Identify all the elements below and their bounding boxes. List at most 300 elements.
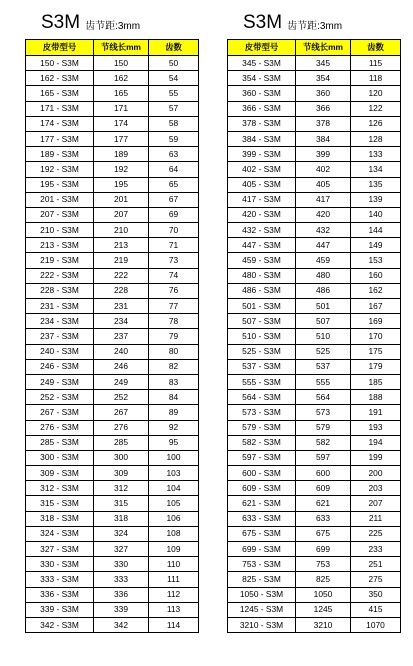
table-row [26,374,199,389]
cell-pitch-length: 1245 [296,602,351,617]
cell-pitch-length: 384 [296,131,351,146]
cell-belt-model: 753 - S3M [228,557,296,572]
cell-belt-model: 555 - S3M [228,374,296,389]
cell-pitch-length: 150 [94,56,149,71]
cell-teeth-count: 89 [149,405,199,420]
cell-pitch-length: 189 [94,147,149,162]
table-row [26,101,199,116]
cell-belt-model: 621 - S3M [228,496,296,511]
cell-belt-model: 507 - S3M [228,314,296,329]
cell-belt-model: 171 - S3M [26,101,94,116]
cell-pitch-length: 600 [296,466,351,481]
cell-belt-model: 354 - S3M [228,71,296,86]
cell-pitch-length: 501 [296,299,351,314]
cell-teeth-count: 113 [149,602,199,617]
cell-teeth-count: 82 [149,359,199,374]
cell-pitch-length: 330 [94,557,149,572]
cell-belt-model: 537 - S3M [228,359,296,374]
cell-pitch-length: 309 [94,466,149,481]
cell-belt-model: 360 - S3M [228,86,296,101]
cell-pitch-length: 339 [94,602,149,617]
cell-pitch-length: 399 [296,147,351,162]
cell-belt-model: 162 - S3M [26,71,94,86]
cell-teeth-count: 203 [351,481,401,496]
table-row [228,56,401,71]
cell-pitch-length: 234 [94,314,149,329]
table-row [228,253,401,268]
cell-belt-model: 1050 - S3M [228,587,296,602]
cell-pitch-length: 825 [296,572,351,587]
cell-teeth-count: 167 [351,299,401,314]
cell-teeth-count: 115 [351,56,401,71]
cell-teeth-count: 65 [149,177,199,192]
cell-teeth-count: 207 [351,496,401,511]
cell-pitch-length: 174 [94,116,149,131]
cell-teeth-count: 103 [149,466,199,481]
cell-belt-model: 300 - S3M [26,450,94,465]
table-row [228,344,401,359]
cell-belt-model: 219 - S3M [26,253,94,268]
cell-teeth-count: 59 [149,131,199,146]
cell-teeth-count: 111 [149,572,199,587]
cell-belt-model: 600 - S3M [228,466,296,481]
cell-belt-model: 330 - S3M [26,557,94,572]
cell-teeth-count: 126 [351,116,401,131]
table-row [228,223,401,238]
table-row [26,162,199,177]
cell-pitch-length: 609 [296,481,351,496]
cell-belt-model: 3210 - S3M [228,617,296,632]
cell-teeth-count: 140 [351,207,401,222]
cell-pitch-length: 195 [94,177,149,192]
table-row [26,526,199,541]
cell-belt-model: 480 - S3M [228,268,296,283]
cell-teeth-count: 175 [351,344,401,359]
cell-belt-model: 231 - S3M [26,299,94,314]
cell-pitch-length: 276 [94,420,149,435]
cell-teeth-count: 275 [351,572,401,587]
cell-belt-model: 312 - S3M [26,481,94,496]
cell-teeth-count: 78 [149,314,199,329]
cell-belt-model: 267 - S3M [26,405,94,420]
cell-belt-model: 276 - S3M [26,420,94,435]
table-row [228,359,401,374]
cell-pitch-length: 354 [296,71,351,86]
table-row [26,572,199,587]
cell-pitch-length: 345 [296,56,351,71]
cell-pitch-length: 597 [296,450,351,465]
cell-belt-model: 564 - S3M [228,390,296,405]
header-teeth-count: 齿数 [149,40,199,56]
cell-teeth-count: 233 [351,542,401,557]
cell-teeth-count: 200 [351,466,401,481]
cell-teeth-count: 160 [351,268,401,283]
cell-teeth-count: 114 [149,617,199,632]
cell-teeth-count: 122 [351,101,401,116]
table-row [26,116,199,131]
cell-belt-model: 510 - S3M [228,329,296,344]
cell-teeth-count: 169 [351,314,401,329]
cell-belt-model: 597 - S3M [228,450,296,465]
cell-pitch-length: 213 [94,238,149,253]
cell-pitch-length: 219 [94,253,149,268]
cell-teeth-count: 71 [149,238,199,253]
table-row [26,299,199,314]
table-row [228,314,401,329]
cell-belt-model: 459 - S3M [228,253,296,268]
cell-belt-model: 150 - S3M [26,56,94,71]
table-row [228,116,401,131]
cell-pitch-length: 300 [94,450,149,465]
cell-belt-model: 195 - S3M [26,177,94,192]
table-row [228,283,401,298]
table-row [26,177,199,192]
cell-pitch-length: 447 [296,238,351,253]
table-row [26,283,199,298]
cell-pitch-length: 420 [296,207,351,222]
cell-teeth-count: 63 [149,147,199,162]
cell-teeth-count: 144 [351,223,401,238]
cell-teeth-count: 110 [149,557,199,572]
cell-teeth-count: 118 [351,71,401,86]
cell-teeth-count: 73 [149,253,199,268]
cell-belt-model: 378 - S3M [228,116,296,131]
cell-teeth-count: 109 [149,542,199,557]
cell-teeth-count: 162 [351,283,401,298]
cell-teeth-count: 193 [351,420,401,435]
cell-teeth-count: 1070 [351,617,401,632]
left-subtitle-text: 齿节距:3mm [85,21,141,32]
cell-belt-model: 165 - S3M [26,86,94,101]
table-row [26,496,199,511]
cell-belt-model: 447 - S3M [228,238,296,253]
table-row [26,131,199,146]
cell-teeth-count: 120 [351,86,401,101]
cell-belt-model: 333 - S3M [26,572,94,587]
cell-belt-model: 420 - S3M [228,207,296,222]
cell-belt-model: 573 - S3M [228,405,296,420]
header-pitch-length: 节线长mm [296,40,351,56]
cell-teeth-count: 112 [149,587,199,602]
header-pitch-length: 节线长mm [94,40,149,56]
cell-teeth-count: 76 [149,283,199,298]
cell-belt-model: 384 - S3M [228,131,296,146]
cell-pitch-length: 573 [296,405,351,420]
table-row [228,496,401,511]
left-title [25,6,198,32]
cell-teeth-count: 128 [351,131,401,146]
right-belt-table [227,39,401,633]
cell-pitch-length: 249 [94,374,149,389]
cell-teeth-count: 170 [351,329,401,344]
cell-teeth-count: 83 [149,374,199,389]
cell-pitch-length: 633 [296,511,351,526]
cell-belt-model: 207 - S3M [26,207,94,222]
cell-belt-model: 336 - S3M [26,587,94,602]
table-row [26,481,199,496]
cell-belt-model: 1245 - S3M [228,602,296,617]
table-row [228,162,401,177]
cell-pitch-length: 246 [94,359,149,374]
cell-pitch-length: 417 [296,192,351,207]
cell-belt-model: 525 - S3M [228,344,296,359]
cell-pitch-length: 312 [94,481,149,496]
table-row [228,299,401,314]
cell-teeth-count: 211 [351,511,401,526]
table-row [26,223,199,238]
cell-belt-model: 213 - S3M [26,238,94,253]
cell-pitch-length: 3210 [296,617,351,632]
table-row [26,587,199,602]
cell-belt-model: 345 - S3M [228,56,296,71]
table-row [26,329,199,344]
cell-pitch-length: 378 [296,116,351,131]
cell-belt-model: 633 - S3M [228,511,296,526]
left-header-row [26,40,199,56]
cell-teeth-count: 108 [149,526,199,541]
table-row [228,268,401,283]
table-row [228,617,401,632]
cell-teeth-count: 139 [351,192,401,207]
cell-pitch-length: 675 [296,526,351,541]
table-row [228,329,401,344]
table-row [26,359,199,374]
table-row [228,207,401,222]
cell-teeth-count: 100 [149,450,199,465]
table-row [26,466,199,481]
cell-pitch-length: 432 [296,223,351,238]
cell-pitch-length: 579 [296,420,351,435]
table-row [26,557,199,572]
cell-belt-model: 192 - S3M [26,162,94,177]
cell-pitch-length: 315 [94,496,149,511]
cell-pitch-length: 360 [296,86,351,101]
cell-teeth-count: 74 [149,268,199,283]
table-row [26,450,199,465]
cell-teeth-count: 199 [351,450,401,465]
left-title-text: S3M [41,12,81,33]
cell-teeth-count: 191 [351,405,401,420]
table-row [228,602,401,617]
cell-pitch-length: 267 [94,405,149,420]
cell-teeth-count: 188 [351,390,401,405]
cell-pitch-length: 240 [94,344,149,359]
cell-belt-model: 309 - S3M [26,466,94,481]
table-row [26,390,199,405]
table-row [26,192,199,207]
cell-pitch-length: 324 [94,526,149,541]
table-row [26,147,199,162]
cell-belt-model: 234 - S3M [26,314,94,329]
table-row [228,511,401,526]
cell-belt-model: 366 - S3M [228,101,296,116]
table-row [228,405,401,420]
cell-belt-model: 228 - S3M [26,283,94,298]
cell-pitch-length: 366 [296,101,351,116]
table-row [26,617,199,632]
cell-belt-model: 501 - S3M [228,299,296,314]
cell-belt-model: 675 - S3M [228,526,296,541]
table-row [26,435,199,450]
cell-pitch-length: 510 [296,329,351,344]
cell-teeth-count: 64 [149,162,199,177]
cell-teeth-count: 105 [149,496,199,511]
cell-teeth-count: 194 [351,435,401,450]
table-row [228,572,401,587]
table-row [26,314,199,329]
table-row [228,71,401,86]
cell-belt-model: 237 - S3M [26,329,94,344]
cell-teeth-count: 225 [351,526,401,541]
cell-belt-model: 342 - S3M [26,617,94,632]
table-row [228,177,401,192]
table-row [228,86,401,101]
right-subtitle-text: 齿节距:3mm [287,21,343,32]
left-belt-table [25,39,199,633]
cell-teeth-count: 133 [351,147,401,162]
cell-teeth-count: 415 [351,602,401,617]
cell-belt-model: 249 - S3M [26,374,94,389]
table-row [26,253,199,268]
cell-belt-model: 609 - S3M [228,481,296,496]
cell-teeth-count: 67 [149,192,199,207]
cell-belt-model: 399 - S3M [228,147,296,162]
cell-pitch-length: 207 [94,207,149,222]
cell-belt-model: 582 - S3M [228,435,296,450]
right-header-row [228,40,401,56]
table-row [26,542,199,557]
table-row [26,405,199,420]
cell-teeth-count: 58 [149,116,199,131]
cell-belt-model: 177 - S3M [26,131,94,146]
cell-pitch-length: 405 [296,177,351,192]
cell-teeth-count: 70 [149,223,199,238]
table-row [26,344,199,359]
table-row [228,481,401,496]
cell-teeth-count: 57 [149,101,199,116]
cell-belt-model: 327 - S3M [26,542,94,557]
cell-pitch-length: 237 [94,329,149,344]
table-row [228,101,401,116]
cell-belt-model: 405 - S3M [228,177,296,192]
cell-belt-model: 246 - S3M [26,359,94,374]
cell-belt-model: 486 - S3M [228,283,296,298]
table-row [228,420,401,435]
cell-belt-model: 210 - S3M [26,223,94,238]
cell-pitch-length: 537 [296,359,351,374]
cell-pitch-length: 162 [94,71,149,86]
table-row [228,435,401,450]
table-row [26,238,199,253]
cell-pitch-length: 327 [94,542,149,557]
cell-pitch-length: 480 [296,268,351,283]
cell-belt-model: 417 - S3M [228,192,296,207]
cell-pitch-length: 210 [94,223,149,238]
cell-belt-model: 699 - S3M [228,542,296,557]
cell-teeth-count: 251 [351,557,401,572]
table-row [26,207,199,222]
cell-pitch-length: 228 [94,283,149,298]
right-table-section [227,6,400,633]
cell-belt-model: 252 - S3M [26,390,94,405]
cell-teeth-count: 350 [351,587,401,602]
cell-belt-model: 402 - S3M [228,162,296,177]
cell-pitch-length: 699 [296,542,351,557]
cell-teeth-count: 79 [149,329,199,344]
table-row [26,511,199,526]
cell-teeth-count: 92 [149,420,199,435]
cell-teeth-count: 77 [149,299,199,314]
table-row [26,420,199,435]
cell-belt-model: 315 - S3M [26,496,94,511]
cell-teeth-count: 80 [149,344,199,359]
cell-pitch-length: 342 [94,617,149,632]
cell-belt-model: 825 - S3M [228,572,296,587]
cell-teeth-count: 50 [149,56,199,71]
cell-belt-model: 324 - S3M [26,526,94,541]
cell-belt-model: 579 - S3M [228,420,296,435]
cell-teeth-count: 104 [149,481,199,496]
cell-pitch-length: 1050 [296,587,351,602]
cell-teeth-count: 185 [351,374,401,389]
cell-pitch-length: 318 [94,511,149,526]
right-title [227,6,400,32]
cell-pitch-length: 507 [296,314,351,329]
cell-pitch-length: 564 [296,390,351,405]
table-row [26,268,199,283]
left-table-section [25,6,198,633]
cell-belt-model: 432 - S3M [228,223,296,238]
table-row [26,56,199,71]
table-row [26,71,199,86]
table-row [26,602,199,617]
cell-pitch-length: 402 [296,162,351,177]
table-row [228,557,401,572]
cell-teeth-count: 95 [149,435,199,450]
cell-pitch-length: 333 [94,572,149,587]
cell-pitch-length: 621 [296,496,351,511]
cell-pitch-length: 252 [94,390,149,405]
table-row [228,526,401,541]
cell-teeth-count: 69 [149,207,199,222]
cell-pitch-length: 336 [94,587,149,602]
header-belt-model: 皮带型号 [26,40,94,56]
table-row [228,450,401,465]
cell-belt-model: 318 - S3M [26,511,94,526]
table-row [228,390,401,405]
right-title-text: S3M [243,12,283,33]
cell-pitch-length: 582 [296,435,351,450]
table-row [228,192,401,207]
cell-teeth-count: 84 [149,390,199,405]
cell-belt-model: 201 - S3M [26,192,94,207]
cell-pitch-length: 525 [296,344,351,359]
cell-pitch-length: 459 [296,253,351,268]
header-belt-model: 皮带型号 [228,40,296,56]
table-row [228,374,401,389]
cell-pitch-length: 165 [94,86,149,101]
cell-teeth-count: 134 [351,162,401,177]
table-row [228,466,401,481]
cell-pitch-length: 171 [94,101,149,116]
cell-teeth-count: 135 [351,177,401,192]
cell-pitch-length: 222 [94,268,149,283]
cell-teeth-count: 179 [351,359,401,374]
cell-belt-model: 174 - S3M [26,116,94,131]
cell-pitch-length: 486 [296,283,351,298]
cell-belt-model: 222 - S3M [26,268,94,283]
table-row [228,542,401,557]
